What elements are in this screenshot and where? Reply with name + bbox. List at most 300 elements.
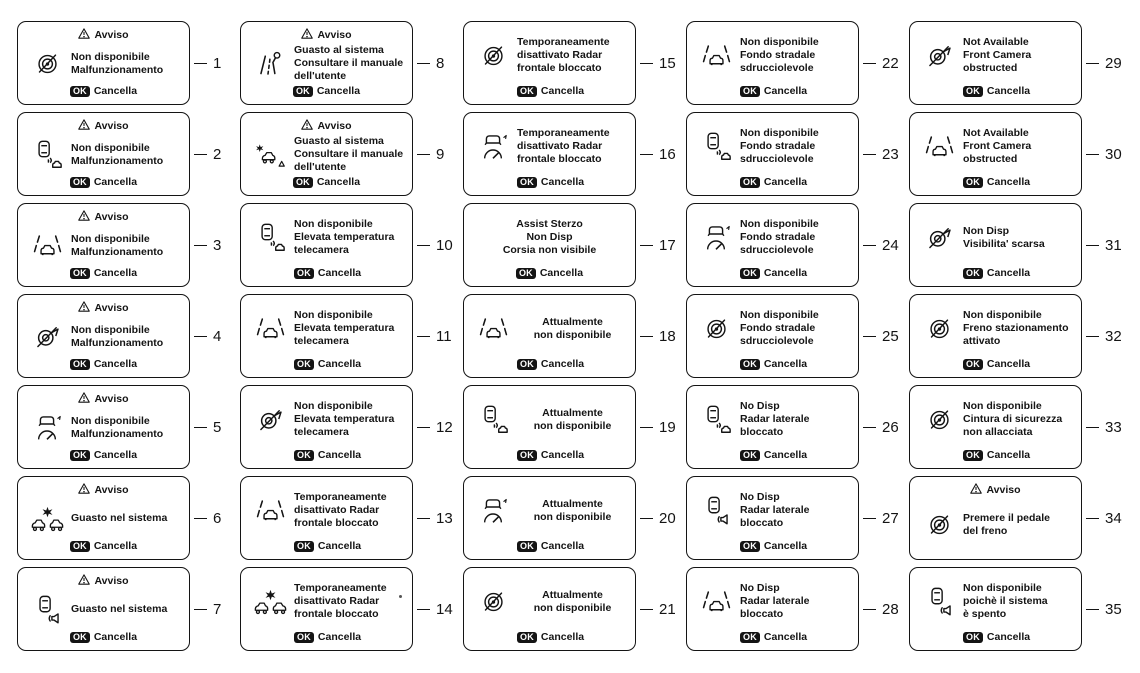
callout-line <box>1086 154 1099 155</box>
message-line: Non disponibile <box>740 127 819 139</box>
ok-button: OK <box>517 632 537 643</box>
message-line: Front Camera <box>963 140 1032 152</box>
callout-number: 15 <box>659 54 676 72</box>
callout-line <box>194 609 207 610</box>
warning-dialog <box>463 567 636 651</box>
callout-line <box>194 518 207 519</box>
warning-cell <box>909 385 1132 469</box>
message-line: Temporaneamente <box>517 127 610 139</box>
message-line: bloccato <box>740 608 784 620</box>
ok-cancel-row <box>517 449 628 462</box>
ok-cancel-row <box>294 540 405 553</box>
ok-cancel-row <box>740 358 851 371</box>
callout <box>859 601 909 618</box>
ok-button: OK <box>740 632 760 643</box>
ok-button: OK <box>740 177 760 188</box>
warning-message <box>738 127 851 166</box>
message-line: Corsia non visibile <box>502 244 597 256</box>
message-line: Consultare il manuale <box>294 148 404 160</box>
warning-dialog <box>909 294 1082 378</box>
ok-button: OK <box>963 632 983 643</box>
warning-message <box>738 36 851 75</box>
lane-assist-icon <box>694 43 738 69</box>
callout <box>190 601 240 618</box>
callout <box>413 328 463 345</box>
warning-body <box>25 224 182 267</box>
cancel-label: Cancella <box>93 540 138 552</box>
message-line: Temporaneamente <box>294 582 387 594</box>
cancel-label: Cancella <box>316 176 361 188</box>
ok-cancel-row <box>963 449 1074 462</box>
warning-cell <box>463 21 686 105</box>
warning-dialog <box>240 567 413 651</box>
warning-message <box>69 233 182 259</box>
message-line: sdrucciolevole <box>740 153 814 165</box>
message-line: disattivato Radar <box>517 140 603 152</box>
warning-dialog <box>17 567 190 651</box>
message-line: Non disponibile <box>740 309 819 321</box>
ok-cancel-row <box>517 631 628 644</box>
camera-off-icon <box>25 323 69 350</box>
warning-body <box>471 481 628 540</box>
warning-message <box>515 407 628 433</box>
callout-number: 1 <box>213 54 222 72</box>
warning-header-label: Avviso <box>317 29 352 41</box>
message-line: Cintura di sicurezza <box>963 413 1063 425</box>
callout-line <box>640 245 653 246</box>
warning-header <box>25 390 182 406</box>
message-line: Not Available <box>963 127 1029 139</box>
cancel-label: Cancella <box>93 85 138 97</box>
radar-off-icon <box>694 316 738 342</box>
warning-message <box>292 400 405 439</box>
lane-assist-icon <box>248 498 292 524</box>
callout-line <box>194 245 207 246</box>
callout-number: 31 <box>1105 236 1122 254</box>
callout <box>190 55 240 72</box>
callout-number: 6 <box>213 509 222 527</box>
ok-cancel-row <box>294 631 405 644</box>
cancel-label: Cancella <box>540 449 585 461</box>
warning-body <box>694 299 851 358</box>
warning-cell <box>17 21 240 105</box>
blind-spot-icon <box>25 140 69 169</box>
callout <box>190 419 240 436</box>
ok-button: OK <box>963 450 983 461</box>
warning-dialog <box>909 567 1082 651</box>
warning-cell <box>463 203 686 287</box>
warning-body <box>917 117 1074 176</box>
callout-number: 26 <box>882 418 899 436</box>
message-line: non disponibile <box>533 510 612 523</box>
warning-body <box>917 26 1074 85</box>
warning-header <box>25 26 182 42</box>
warning-body <box>694 390 851 449</box>
warning-message <box>515 127 628 166</box>
ok-button: OK <box>294 632 314 643</box>
warning-dialog <box>909 203 1082 287</box>
callout-line <box>1086 63 1099 64</box>
ok-button: OK <box>294 268 314 279</box>
callout <box>859 55 909 72</box>
callout-number: 5 <box>213 418 222 436</box>
callout <box>636 601 686 618</box>
warning-message <box>69 324 182 350</box>
callout <box>859 146 909 163</box>
ok-button: OK <box>294 541 314 552</box>
acc-icon <box>25 413 69 442</box>
ok-button: OK <box>963 86 983 97</box>
warning-body <box>248 299 405 358</box>
callout-number: 33 <box>1105 418 1122 436</box>
ok-cancel-row <box>294 358 405 371</box>
cancel-label: Cancella <box>540 631 585 643</box>
ok-cancel-row <box>25 540 182 553</box>
cancel-label: Cancella <box>986 631 1031 643</box>
callout-line <box>640 609 653 610</box>
ok-button: OK <box>740 268 760 279</box>
warning-body <box>471 572 628 631</box>
message-line: Malfunzionamento <box>71 154 164 167</box>
callout-number: 14 <box>436 600 453 618</box>
ok-cancel-row <box>740 540 851 553</box>
callout-number: 19 <box>659 418 676 436</box>
cancel-label: Cancella <box>986 358 1031 370</box>
callout-number: 20 <box>659 509 676 527</box>
warning-body <box>25 315 182 358</box>
message-line: Assist Sterzo <box>516 218 583 230</box>
ok-button: OK <box>70 86 90 97</box>
message-line: non allacciata <box>963 426 1033 438</box>
callout-line <box>863 518 876 519</box>
ok-cancel-row <box>25 267 182 280</box>
callout-line <box>417 518 430 519</box>
callout-number: 22 <box>882 54 899 72</box>
warning-body <box>248 572 405 631</box>
warning-body <box>471 299 628 358</box>
message-line: Non Disp <box>526 231 573 243</box>
message-line: Fondo stradale <box>740 140 816 152</box>
camera-off-icon <box>917 42 961 69</box>
callout-line <box>863 336 876 337</box>
message-line: Temporaneamente <box>517 36 610 48</box>
callout-number: 30 <box>1105 145 1122 163</box>
warning-header-label: Avviso <box>94 302 129 314</box>
callout-line <box>863 427 876 428</box>
warning-message <box>292 44 405 83</box>
cancel-label: Cancella <box>986 85 1031 97</box>
warning-body <box>471 26 628 85</box>
callout <box>636 237 686 254</box>
message-line: Non disponibile <box>294 218 373 230</box>
warning-cell <box>17 385 240 469</box>
warning-dialog <box>909 21 1082 105</box>
message-line: telecamera <box>294 244 349 256</box>
warning-dialog <box>17 476 190 560</box>
warning-cell <box>909 112 1132 196</box>
warning-dialog <box>17 21 190 105</box>
warning-header-label: Avviso <box>94 575 129 587</box>
warning-message <box>738 309 851 348</box>
warning-cell <box>686 203 909 287</box>
warning-message <box>292 309 405 348</box>
callout-number: 34 <box>1105 509 1122 527</box>
warning-header-label: Avviso <box>94 29 129 41</box>
message-line: Attualmente <box>542 497 603 510</box>
warning-cell <box>17 112 240 196</box>
ok-button: OK <box>70 450 90 461</box>
ok-button: OK <box>293 177 313 188</box>
callout-line <box>640 336 653 337</box>
ok-button: OK <box>517 86 537 97</box>
radar-off-icon <box>917 407 961 433</box>
warning-header <box>248 26 405 42</box>
warning-cell <box>240 567 463 651</box>
cancel-label: Cancella <box>763 85 808 97</box>
callout <box>413 55 463 72</box>
warning-cell <box>686 294 909 378</box>
message-line: dell'utente <box>294 161 347 173</box>
message-line: frontale bloccato <box>294 517 379 529</box>
message-line: Consultare il manuale <box>294 57 404 69</box>
warning-header-label: Avviso <box>94 211 129 223</box>
ok-cancel-row <box>25 358 182 371</box>
warning-body <box>694 481 851 540</box>
callout <box>1082 55 1132 72</box>
ok-cancel-row <box>963 631 1074 644</box>
warning-header-label: Avviso <box>94 120 129 132</box>
ok-button: OK <box>70 632 90 643</box>
callout-number: 23 <box>882 145 899 163</box>
warning-dialog <box>240 21 413 105</box>
ok-button: OK <box>740 450 760 461</box>
radar-off-icon <box>25 51 69 77</box>
message-line: Fondo stradale <box>740 322 816 334</box>
ok-cancel-row <box>517 85 628 98</box>
message-line: frontale bloccato <box>517 62 602 74</box>
warning-cell <box>17 567 240 651</box>
callout-line <box>640 63 653 64</box>
message-line: Front Camera <box>963 49 1032 61</box>
callout-line <box>417 609 430 610</box>
warning-body <box>917 390 1074 449</box>
ok-button: OK <box>70 359 90 370</box>
warning-message <box>961 309 1074 348</box>
callout-number: 9 <box>436 145 445 163</box>
message-line: Guasto nel sistema <box>71 512 168 524</box>
warning-header <box>25 117 182 133</box>
callout-line <box>640 427 653 428</box>
ok-button: OK <box>740 86 760 97</box>
warning-message <box>738 218 851 257</box>
callout <box>413 601 463 618</box>
message-line: Non disponibile <box>740 218 819 230</box>
callout <box>190 146 240 163</box>
cancel-label: Cancella <box>93 631 138 643</box>
message-line: Non disponibile <box>963 400 1042 412</box>
callout-line <box>1086 518 1099 519</box>
message-line: Attualmente <box>542 406 603 419</box>
message-line: Elevata temperatura <box>294 231 395 243</box>
warning-body <box>25 133 182 176</box>
callout-number: 3 <box>213 236 222 254</box>
warning-dialog <box>463 203 636 287</box>
callout-number: 13 <box>436 509 453 527</box>
ok-cancel-row <box>25 85 182 98</box>
ok-button: OK <box>517 359 537 370</box>
warning-message <box>738 582 851 621</box>
warning-dialog <box>686 385 859 469</box>
callout-line <box>194 63 207 64</box>
message-line: attivato <box>963 335 1001 347</box>
warning-message <box>961 36 1074 75</box>
message-line: Non disponibile <box>71 232 150 245</box>
ok-cancel-row <box>963 85 1074 98</box>
cancel-label: Cancella <box>317 267 362 279</box>
callout <box>1082 510 1132 527</box>
ok-button: OK <box>516 268 536 279</box>
collision-icon <box>25 506 69 532</box>
callout <box>1082 419 1132 436</box>
message-line: disattivato Radar <box>294 595 380 607</box>
ok-button: OK <box>963 268 983 279</box>
warning-cell <box>463 112 686 196</box>
callout-number: 11 <box>436 327 452 345</box>
callout <box>636 146 686 163</box>
message-line: non disponibile <box>533 601 612 614</box>
collision-icon <box>248 589 292 615</box>
stray-mark <box>399 595 402 598</box>
message-line: Radar laterale <box>740 413 810 425</box>
cancel-label: Cancella <box>540 540 585 552</box>
callout-number: 25 <box>882 327 899 345</box>
callout-line <box>863 154 876 155</box>
warning-dialog <box>240 294 413 378</box>
warning-body <box>25 497 182 540</box>
ok-button: OK <box>294 450 314 461</box>
callout-line <box>194 154 207 155</box>
warning-dialog <box>240 203 413 287</box>
callout <box>636 510 686 527</box>
cancel-label: Cancella <box>317 540 362 552</box>
warning-dialog <box>17 294 190 378</box>
callout-number: 4 <box>213 327 222 345</box>
warning-header-label: Avviso <box>94 393 129 405</box>
message-line: Malfunzionamento <box>71 336 164 349</box>
callout-line <box>1086 427 1099 428</box>
message-line: Malfunzionamento <box>71 427 164 440</box>
cancel-label: Cancella <box>93 449 138 461</box>
warning-body <box>917 572 1074 631</box>
warning-cell <box>240 203 463 287</box>
warning-message <box>515 589 628 615</box>
ok-cancel-row <box>248 176 405 189</box>
message-line: Visibilita' scarsa <box>963 237 1045 250</box>
warning-dialog <box>463 21 636 105</box>
warning-cell <box>463 385 686 469</box>
warning-body <box>694 26 851 85</box>
warning-message <box>738 491 851 530</box>
ok-button: OK <box>293 86 313 97</box>
camera-off-icon <box>917 224 961 251</box>
callout-number: 18 <box>659 327 676 345</box>
warning-body <box>471 117 628 176</box>
cancel-label: Cancella <box>986 267 1031 279</box>
warning-dialog <box>463 476 636 560</box>
warning-dialog <box>686 21 859 105</box>
warning-dialog <box>686 567 859 651</box>
message-line: Malfunzionamento <box>71 63 164 76</box>
acc-icon <box>471 132 515 161</box>
message-line: Non disponibile <box>71 141 150 154</box>
warning-cell <box>909 294 1132 378</box>
warning-cell <box>240 385 463 469</box>
callout-number: 21 <box>659 600 676 618</box>
warning-body <box>248 481 405 540</box>
warning-cell <box>686 476 909 560</box>
warning-header <box>25 299 182 315</box>
message-line: dell'utente <box>294 70 347 82</box>
message-line: Elevata temperatura <box>294 322 395 334</box>
message-line: è spento <box>963 608 1007 620</box>
warning-cell <box>909 476 1132 560</box>
callout-number: 32 <box>1105 327 1122 345</box>
message-line: non disponibile <box>533 328 612 341</box>
warning-grid <box>17 21 1132 651</box>
warning-dialog <box>686 476 859 560</box>
callout <box>413 146 463 163</box>
callout <box>636 328 686 345</box>
ok-button: OK <box>963 177 983 188</box>
acc-icon <box>694 223 738 252</box>
warning-dialog <box>463 294 636 378</box>
message-line: Non disponibile <box>294 400 373 412</box>
callout-number: 16 <box>659 145 676 163</box>
callout-number: 24 <box>882 236 899 254</box>
ok-button: OK <box>70 541 90 552</box>
warning-message <box>961 512 1074 538</box>
callout-line <box>194 336 207 337</box>
message-line: disattivato Radar <box>517 49 603 61</box>
warning-triangle-icon <box>301 28 313 42</box>
lane-assist-icon <box>694 589 738 615</box>
warning-message <box>961 582 1074 621</box>
message-line: Non disponibile <box>71 50 150 63</box>
ok-button: OK <box>740 359 760 370</box>
message-line: obstructed <box>963 153 1018 165</box>
warning-header <box>25 481 182 497</box>
warning-cell <box>909 203 1132 287</box>
callout-number: 12 <box>436 418 453 436</box>
ok-cancel-row <box>294 449 405 462</box>
cancel-label: Cancella <box>986 449 1031 461</box>
message-line: Radar laterale <box>740 595 810 607</box>
warning-triangle-icon <box>78 574 90 588</box>
ok-cancel-row <box>963 358 1074 371</box>
cancel-label: Cancella <box>763 176 808 188</box>
warning-header-label: Avviso <box>94 484 129 496</box>
cancel-label: Cancella <box>539 267 584 279</box>
callout <box>859 510 909 527</box>
message-line: non disponibile <box>533 419 612 432</box>
ok-cancel-row <box>471 267 628 280</box>
message-line: Not Available <box>963 36 1029 48</box>
message-line: Non disponibile <box>71 323 150 336</box>
warning-dialog <box>17 203 190 287</box>
cancel-label: Cancella <box>317 358 362 370</box>
callout <box>859 328 909 345</box>
ok-cancel-row <box>740 85 851 98</box>
